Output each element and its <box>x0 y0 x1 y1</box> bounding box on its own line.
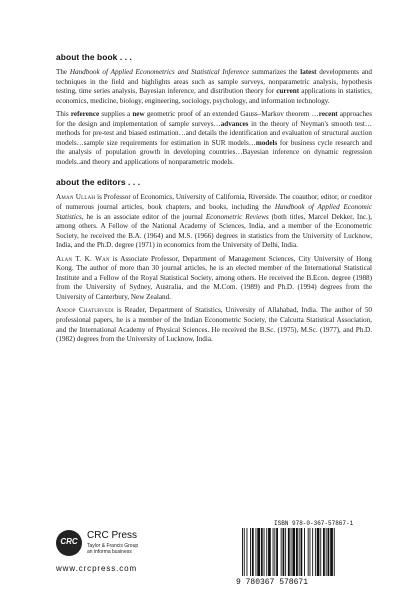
text-run: , he is an associate editor of the journal <box>81 212 206 221</box>
editor-name: Aman Ullah <box>56 193 96 202</box>
barcode-bar <box>266 528 267 576</box>
emphasis: current <box>276 87 300 96</box>
barcode-bar <box>291 528 292 576</box>
text-run: applications in statistics, economics, medicine, biology, engineering, sociology, psychology, and information technology. <box>56 87 372 105</box>
barcode-bar <box>288 528 290 576</box>
barcode-bar <box>264 528 265 576</box>
barcode-bar <box>312 528 313 576</box>
emphasis: recent <box>318 110 338 119</box>
text-run: This <box>56 110 71 119</box>
text-run: geometric proof of an extended Gauss–Markov theorem … <box>144 110 319 119</box>
barcode-bar <box>330 528 333 576</box>
group-line: Taylor & Francis Group <box>87 543 139 549</box>
barcode-bar <box>317 528 320 576</box>
publisher-website[interactable]: www.crcpress.com <box>56 564 138 573</box>
main-text <box>56 52 372 349</box>
emphasis: new <box>132 110 145 119</box>
barcode-bar <box>323 528 325 576</box>
book-title: Handbook of Applied Economic Statistics <box>56 203 372 221</box>
barcode-bar <box>334 528 335 576</box>
editor-bio-chaturvedi <box>56 306 372 344</box>
text-run: (both titles, Marcel Dekker, Inc.), among others. A Fellow of the National Academy of Sciences, India, and a member of the Econometric Society, he received the B.A. (1964) and M.S. (1966) degrees in statistics from the University of Lucknow, India, and the Ph.D. degree (1971) in economics from the University of Delhi, India. <box>56 212 373 250</box>
about-book-paragraph-2 <box>56 110 372 167</box>
text-run: approaches for the design and implementation of sample surveys… <box>56 110 372 128</box>
barcode-bar <box>326 528 327 576</box>
emphasis: latest <box>300 68 317 76</box>
text-run: summarizes the <box>249 68 301 76</box>
about-book-paragraph-1 <box>56 68 372 106</box>
barcode-bar <box>292 528 295 576</box>
barcode-bar <box>242 528 243 576</box>
text-run: in the theory of Neyman's smooth test…methods for pre-test and biased estimation…and details the identification and evaluation of structural auction models…sample size requirements for estimation in SUR models… <box>56 119 372 147</box>
barcode-bar <box>310 528 311 576</box>
group-line: an informa business <box>87 549 132 555</box>
editor-bio-ullah <box>56 193 372 250</box>
cover-footer <box>56 520 376 590</box>
editor-bio-wan <box>56 255 372 303</box>
top-margin <box>0 0 400 44</box>
barcode-bar <box>244 528 245 576</box>
about-book-heading: about the book . . . <box>56 52 132 62</box>
publisher-name: CRC Press <box>87 530 138 541</box>
text-run: is Associate Professor, Department of Management Sciences, City University of Hong Kong. The author of more than 30 journal articles, he is an elected member of the International Statistical Institute and a Fellow of the Royal Statistical Society, among others. He received the B.Econ. degree (1988) from the University of Sydney, Australia, and the M.Com. (1989) and Ph.D. (1994) degrees from the University of Canterbury, New Zealand. <box>56 254 372 301</box>
barcode-bar <box>301 528 303 576</box>
barcode-bar <box>276 528 278 576</box>
text-run: is Professor of Economics, University of California, Riverside. The coauthor, editor, or coeditor of numerous journal articles, book chapters, and books, including the <box>56 193 372 212</box>
publisher-group <box>87 543 138 555</box>
journal-title: Econometric Reviews <box>205 212 269 221</box>
barcode-bar <box>250 528 251 576</box>
book-title: Handbook of Applied Econometrics and Statistical Inference <box>69 68 250 76</box>
barcode-bar <box>315 528 316 576</box>
crc-logo-text: CRC <box>60 537 78 546</box>
text-run: developments and techniques in the field and highlights areas such as sample surveys, nonparametric analysis, hypothesis testing, time series analysis, Bayesian inference, and distribution theory for <box>56 68 373 96</box>
isbn-label: ISBN 978-0-367-57867-1 <box>274 520 354 527</box>
text-run: supplies a <box>99 110 133 119</box>
barcode-bar <box>296 528 298 576</box>
text-run: for business cycle research and the analysis of population growth in developing countries…Bayesian inference on dynamic regression models..and theory and applications of nonparametric models. <box>56 138 373 166</box>
barcode-bar <box>328 528 330 576</box>
barcode-bar <box>256 528 257 576</box>
text-run: The <box>56 68 70 76</box>
barcode-bar <box>281 528 282 576</box>
barcode-bar <box>261 528 263 576</box>
emphasis: models <box>255 138 278 147</box>
about-editors-heading: about the editors . . . <box>56 177 141 188</box>
barcode-bars <box>236 528 376 578</box>
editor-name: Alan T. K. Wan <box>56 254 110 263</box>
barcode-bar <box>320 528 321 576</box>
editor-name: Anoop Chaturvedi <box>56 306 114 315</box>
emphasis: advances <box>220 119 249 128</box>
text-run: is Reader, Department of Statistics, University of Allahabad, India. The author of 50 professional papers, he is a member of the Indian Econometric Society, the Calcutta Statistical Association, and the International Academy of Physical Sciences. He received the B.Sc. (1975), M.Sc. (1977), and Ph.D. (1982) degrees from the University of Lucknow, India. <box>56 306 372 344</box>
barcode-bar <box>304 528 305 576</box>
barcode-bar <box>299 528 300 576</box>
barcode-bar <box>285 528 286 576</box>
barcode-bar <box>252 528 254 576</box>
barcode-bar <box>268 528 271 576</box>
barcode-digits: 9 780367 578671 <box>236 578 309 587</box>
barcode-bar <box>273 528 274 576</box>
barcode-bar <box>308 528 309 576</box>
barcode-bar <box>274 528 275 576</box>
emphasis: reference <box>70 110 100 119</box>
barcode-bar <box>247 528 248 576</box>
barcode <box>236 520 376 590</box>
barcode-bar <box>283 528 285 576</box>
barcode-bar <box>257 528 260 576</box>
